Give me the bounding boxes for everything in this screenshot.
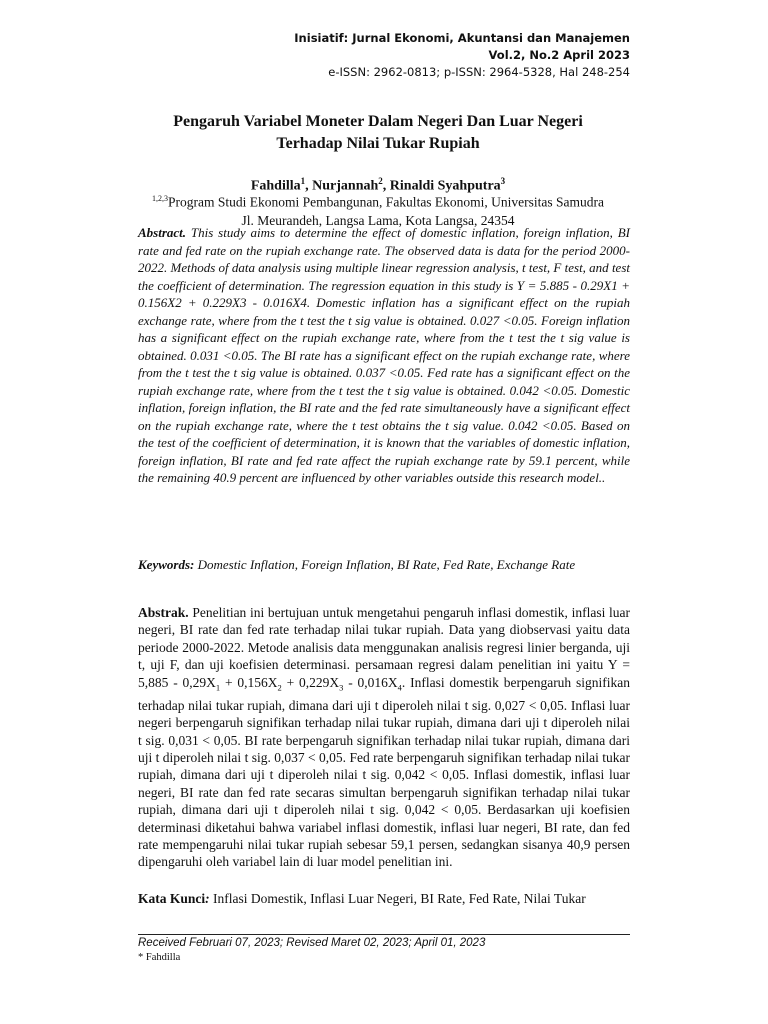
abstract-indonesian-text: - 0,016X <box>343 674 398 690</box>
journal-issn: e-ISSN: 2962-0813; p-ISSN: 2964-5328, Hal 248-254 <box>328 65 630 79</box>
abstract-indonesian <box>138 604 630 871</box>
title-line-2: Terhadap Nilai Tukar Rupiah <box>276 135 480 152</box>
keywords-english-label: Keywords: <box>138 557 195 572</box>
author-separator: , <box>305 178 313 194</box>
affiliation-line-1: Program Studi Ekonomi Pembangunan, Fakultas Ekonomi, Universitas Samudra <box>167 194 605 210</box>
corresponding-author: * Fahdilla <box>138 952 181 963</box>
equation-subscript: 4 <box>397 682 402 693</box>
author-name: Nurjannah <box>312 178 379 194</box>
title-line-1: Pengaruh Variabel Moneter Dalam Negeri Dan Luar Negeri <box>173 113 583 130</box>
equation-subscript: 1 <box>215 682 221 693</box>
author-affiliation-mark: 3 <box>500 176 506 186</box>
affiliation-line-2: Jl. Meurandeh, Langsa Lama, Kota Langsa, 24354 <box>241 212 515 228</box>
affiliation-mark: 1,2,3 <box>151 194 168 203</box>
keywords-indonesian-label: Kata Kunci <box>138 891 206 906</box>
paper-title <box>100 111 656 155</box>
keywords-indonesian-text: Inflasi Domestik, Inflasi Luar Negeri, BI Rate, Fed Rate, Nilai Tukar <box>209 891 586 906</box>
author-affiliation-mark: 2 <box>378 176 383 186</box>
abstract-english <box>138 224 630 487</box>
abstract-english-text: This study aims to determine the effect of domestic inflation, foreign inflation, BI rate and fed rate on the rupiah exchange rate. The observed data is data for the period 2000-2022. Methods of data analysis using multiple linear regression analysis, t test, F test, and test the coefficient of determination. The regression equation in this study is Y = 5.885 - 0.29X1 + 0.156X2 + 0.229X3 - 0.016X4. Domestic inflation has a significant effect on the rupiah exchange rate, where from the t test the t sig value is obtained. 0.027 <0.05. Foreign inflation has a significant effect on the rupiah exchange rate, where from the t test the t sig value is obtained. 0.031 <0.05. The BI rate has a significant effect on the rupiah exchange rate, where from the t test the t sig value is obtained. 0.037 <0.05. Fed rate has a significant effect on the rupiah exchange rate, where from the t test the t sig value is obtained. 0.042 <0.05. Domestic inflation, foreign inflation, the BI rate and the fed rate simultaneously have a significant effect on the rupiah exchange rate, where the t test obtains the t sig value. 0.042 <0.05. Based on the test of the coefficient of determination, it is known that the variables of domestic inflation, foreign inflation, BI rate and fed rate affect the rupiah exchange rate by 59.1 percent, while the remaining 40.9 percent are influenced by other variables outside this research model.. <box>138 225 630 485</box>
abstract-indonesian-text: Penelitian ini bertujuan untuk mengetahui pengaruh inflasi domestik, inflasi luar negeri, BI rate dan fed rate terhadap nilai tukar rupiah. Data yang diobservasi yaitu data periode 2000-2022. Metode analisis data menggunakan analisis regresi linier berganda, uji t, uji F, dan uji koefisien determinasi. persamaan regresi dalam penelitian ini yaitu Y = 5,885 - 0,29X <box>138 605 630 690</box>
abstract-indonesian-text: + 0,156X <box>220 674 278 690</box>
abstract-indonesian-text: + 0,229X <box>281 674 340 690</box>
equation-subscript: 2 <box>277 682 282 693</box>
keywords-indonesian-colon: : <box>205 891 210 906</box>
keywords-indonesian <box>138 890 630 908</box>
keywords-english-text: Domestic Inflation, Foreign Inflation, BI Rate, Fed Rate, Exchange Rate <box>194 557 576 572</box>
keywords-english <box>138 556 630 573</box>
footer-divider <box>138 934 630 935</box>
author-name: Fahdilla <box>250 178 301 194</box>
author-name: Rinaldi Syahputra <box>389 178 501 194</box>
equation-subscript: 3 <box>339 682 344 693</box>
author-affiliation-mark: 1 <box>300 176 306 186</box>
abstract-indonesian-label: Abstrak. <box>138 605 189 620</box>
journal-volume: Vol.2, No.2 April 2023 <box>488 48 630 62</box>
journal-header <box>294 30 630 81</box>
received-dates: Received Februari 07, 2023; Revised Maret 02, 2023; April 01, 2023 <box>138 937 486 949</box>
abstract-english-label: Abstract. <box>138 225 187 240</box>
author-separator: , <box>382 178 390 194</box>
abstract-indonesian-text: . Inflasi domestik berpengaruh signifikan terhadap nilai tukar rupiah, dimana dari uji t diperoleh nilai t sig. 0,027 < 0,05. Inflasi luar negeri berpengaruh signifikan terhadap nilai tukar rupiah, dimana dari uji t diperoleh nilai t sig. 0,031 < 0,05. BI rate berpengaruh signifikan terhadap nilai tukar rupiah, dimana dari uji t diperoleh nilai t sig. 0,037 < 0,05. Fed rate berpengaruh signifikan terhadap nilai tukar rupiah, dimana dari uji t diperoleh nilai t sig. 0,042 < 0,05. Inflasi domestik, inflasi luar negeri, BI rate dan fed rate secaras simultan berpengaruh signifikan terhadap nilai tukar rupiah, dimana dari uji t diperoleh nilai t sig. 0,042 < 0,05. Berdasarkan uji koefisien determinasi diketahui bahwa variabel inflasi domestik, inflasi luar negeri, BI rate, dan fed rate mempengaruhi nilai tukar rupiah sebesar 59,1 persen, sedangkan sisanya 40,9 persen dipengaruhi oleh variabel lain di luar model penelitian ini. <box>138 674 630 870</box>
journal-name: Inisiatif: Jurnal Ekonomi, Akuntansi dan Manajemen <box>294 31 630 45</box>
